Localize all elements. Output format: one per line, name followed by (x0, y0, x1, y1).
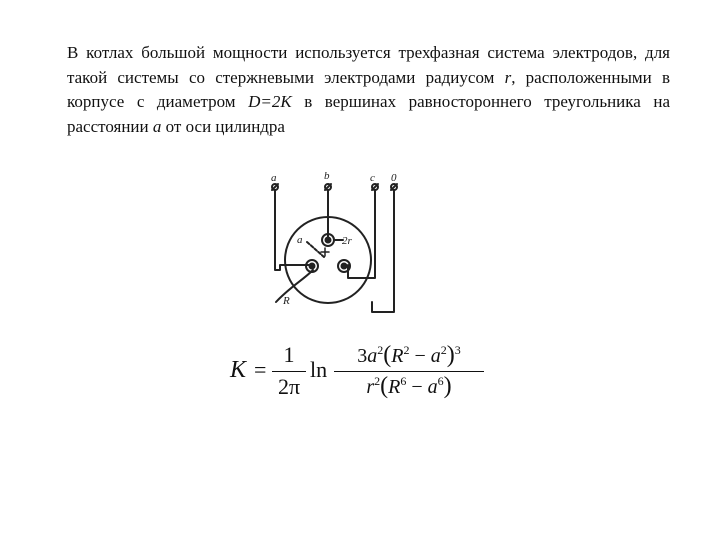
den-a-exponent: 6 (437, 374, 444, 388)
fraction-1-bar (272, 371, 306, 372)
variable-r: r (504, 67, 512, 87)
fraction-2-denominator: $r^2(R^6 - a^6)$ (366, 373, 452, 399)
paragraph-text-4: от оси цилиндра (161, 116, 285, 136)
dimension-label-a: a (297, 234, 303, 246)
den-r: r (366, 376, 375, 398)
formula (226, 340, 486, 404)
paragraph-text-1: В котлах большой мощности используется трехфазная система электродов, для такой системы со стержневыми электродами радиусом (67, 43, 670, 87)
den-r-exponent: 2 (374, 374, 381, 388)
num-a-exponent: 2 (377, 343, 384, 357)
den-R-exponent: 6 (400, 374, 407, 388)
num-a2: a (430, 345, 441, 367)
dimension-a-line (307, 242, 324, 257)
terminal-label-c: c (370, 172, 375, 184)
electrode-diagram (255, 162, 415, 322)
paragraph-text-2: , расположенными в корпусе с диаметром (67, 67, 670, 111)
terminal-label-b: b (324, 170, 330, 182)
num-R: R (391, 345, 404, 367)
formula-equals: = (254, 357, 267, 382)
num-a: a (367, 345, 378, 367)
fraction-1-numerator: 1 (283, 342, 295, 367)
variable-a: а (152, 116, 162, 136)
fraction-2-bar (334, 371, 484, 372)
num-R-exponent: 2 (403, 343, 410, 357)
fraction-log-argument (334, 342, 484, 399)
formula-lhs: K (230, 357, 247, 383)
num-a2-exponent: 2 (440, 343, 447, 357)
fraction-one-over-two-pi (272, 342, 306, 401)
diameter-expression: D=2K (248, 92, 292, 111)
paragraph-text-3: в вершинах равностороннего треугольника на расстоянии (67, 92, 670, 136)
num-outer-exponent: 3 (454, 343, 461, 357)
dimension-label-2r: 2r (342, 235, 352, 247)
wire-a (275, 190, 311, 270)
terminal-label-0: 0 (391, 172, 397, 184)
den-R: R (388, 376, 401, 398)
fraction-2-numerator: $3a^2(R^2 - a^2)^3$ (357, 342, 461, 368)
fraction-1-denominator: 2π (277, 374, 301, 399)
den-minus: − (411, 376, 423, 398)
resistance-label-R: R (283, 295, 290, 307)
body-paragraph (67, 41, 670, 139)
num-minus: − (414, 345, 426, 367)
num-coefficient: 3 (357, 345, 368, 367)
den-a: a (427, 376, 438, 398)
terminal-label-a: a (271, 172, 277, 184)
formula-ln: ln (310, 357, 328, 382)
